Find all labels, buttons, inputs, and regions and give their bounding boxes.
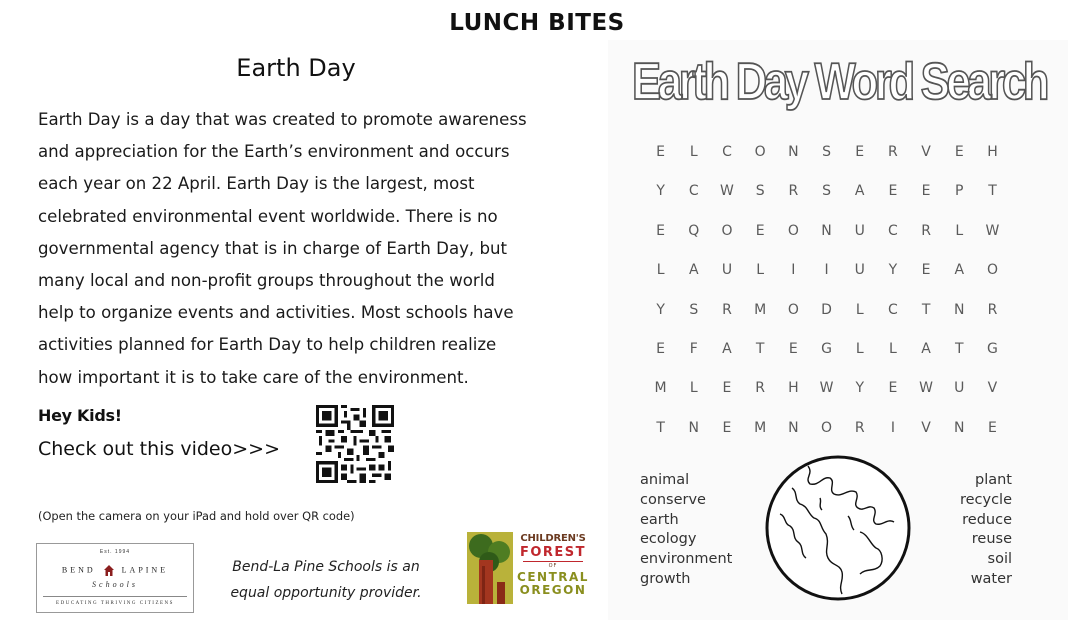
grid-letter: N bbox=[954, 419, 965, 436]
grid-letter: A bbox=[954, 262, 965, 279]
grid-letter: A bbox=[722, 340, 732, 357]
grid-letter: O bbox=[721, 222, 733, 239]
grid-letter: U bbox=[854, 222, 865, 239]
grid-letter: T bbox=[656, 419, 665, 436]
grid-letter: E bbox=[888, 380, 898, 397]
logo-tagline: EDUCATING THRIVING CITIZENS bbox=[56, 601, 174, 606]
grid-letter: I bbox=[791, 262, 796, 279]
grid-letter: Q bbox=[688, 222, 700, 239]
grid-letter: N bbox=[821, 222, 832, 239]
logo-name: BEND LAPINE bbox=[61, 565, 169, 575]
grid-letter: E bbox=[855, 144, 865, 160]
kids-heading: Hey Kids! bbox=[38, 406, 122, 425]
grid-letter: D bbox=[821, 301, 832, 318]
word-list-item: reduce bbox=[962, 511, 1012, 528]
grid-letter: R bbox=[888, 144, 898, 160]
grid-letter: V bbox=[921, 419, 931, 436]
grid-letter: Y bbox=[656, 183, 665, 200]
article-line: how important it is to take care of the environment. bbox=[38, 367, 469, 387]
article-line: governmental agency that is in charge of Earth Day, but bbox=[38, 238, 508, 258]
grid-letter: U bbox=[721, 262, 733, 279]
grid-letter: S bbox=[822, 144, 831, 160]
grid-letter: T bbox=[988, 183, 997, 200]
grid-letter: W bbox=[720, 183, 734, 200]
globe-icon bbox=[764, 454, 912, 602]
grid-letter: G bbox=[821, 340, 832, 357]
grid-letter: T bbox=[955, 340, 964, 357]
grid-letter: L bbox=[889, 340, 897, 357]
grid-letter: E bbox=[722, 419, 732, 436]
grid-letter: W bbox=[819, 380, 834, 397]
grid-letter: C bbox=[722, 144, 732, 160]
grid-letter: L bbox=[689, 380, 698, 397]
word-search-grid bbox=[644, 138, 1009, 453]
grid-letter: H bbox=[788, 380, 799, 397]
qr-instructions: (Open the camera on your iPad and hold over QR code) bbox=[38, 509, 355, 523]
forest-tree-image bbox=[467, 532, 513, 604]
word-list-item: growth bbox=[640, 570, 691, 587]
word-list-item: ecology bbox=[640, 531, 697, 548]
article-line: activities planned for Earth Day to help children realize bbox=[38, 335, 497, 355]
grid-letter: E bbox=[656, 144, 666, 160]
grid-letter: S bbox=[689, 301, 699, 318]
grid-letter: W bbox=[985, 222, 1000, 239]
grid-letter: L bbox=[855, 340, 864, 357]
page-title: LUNCH BITES bbox=[449, 10, 625, 36]
grid-letter: Y bbox=[888, 262, 898, 279]
word-list-item: recycle bbox=[959, 491, 1012, 508]
grid-letter: E bbox=[888, 183, 898, 200]
grid-letter: L bbox=[855, 301, 864, 318]
qr-code[interactable] bbox=[316, 405, 394, 483]
childrens-forest-logo bbox=[467, 532, 589, 604]
word-list-item: water bbox=[970, 570, 1012, 587]
word-list-item: conserve bbox=[640, 491, 706, 508]
grid-letter: I bbox=[890, 419, 895, 436]
grid-letter: E bbox=[954, 144, 964, 160]
grid-letter: O bbox=[787, 222, 799, 239]
word-list-item: earth bbox=[640, 511, 679, 528]
article-heading: Earth Day bbox=[236, 54, 356, 82]
grid-letter: Y bbox=[656, 301, 665, 318]
grid-letter: L bbox=[955, 222, 964, 239]
grid-letter: C bbox=[888, 301, 898, 318]
grid-letter: O bbox=[787, 301, 799, 318]
grid-letter: N bbox=[788, 419, 799, 436]
grid-letter: V bbox=[921, 144, 931, 160]
article-line: help to organize events and activities. Most schools have bbox=[38, 303, 514, 323]
word-list-item: plant bbox=[975, 472, 1012, 488]
grid-letter: T bbox=[921, 301, 931, 318]
grid-letter: T bbox=[755, 340, 765, 357]
grid-letter: U bbox=[954, 380, 965, 397]
word-list-item: reuse bbox=[971, 531, 1012, 548]
grid-letter: R bbox=[722, 301, 732, 318]
grid-letter: N bbox=[688, 419, 700, 436]
grid-letter: Y bbox=[855, 380, 864, 397]
word-list-left bbox=[640, 471, 732, 590]
grid-letter: M bbox=[754, 419, 767, 436]
grid-letter: C bbox=[888, 222, 898, 239]
grid-letter: F bbox=[689, 340, 698, 357]
grid-letter: R bbox=[854, 419, 865, 436]
grid-letter: L bbox=[756, 262, 765, 279]
grid-letter: N bbox=[954, 301, 965, 318]
grid-letter: R bbox=[921, 222, 931, 239]
grid-letter: E bbox=[921, 262, 931, 279]
grid-letter: E bbox=[788, 340, 798, 357]
grid-letter: L bbox=[689, 144, 698, 160]
grid-letter: L bbox=[656, 262, 665, 279]
word-search-title: Earth Day Word Search bbox=[632, 53, 1047, 111]
grid-letter: S bbox=[755, 183, 765, 200]
grid-letter: R bbox=[755, 380, 766, 397]
word-list-item: environment bbox=[640, 551, 733, 568]
grid-letter: E bbox=[722, 380, 732, 397]
grid-letter: O bbox=[986, 262, 998, 279]
article-line: celebrated environmental event worldwide. There is no bbox=[38, 206, 498, 226]
grid-letter: A bbox=[854, 183, 865, 200]
bend-la-pine-logo bbox=[36, 543, 194, 613]
grid-letter: O bbox=[821, 419, 833, 436]
word-list-item: animal bbox=[640, 472, 690, 488]
grid-letter: W bbox=[919, 380, 934, 397]
equal-opportunity-statement: Bend-La Pine Schools is an equal opportunity provider. bbox=[230, 559, 422, 601]
article-body bbox=[38, 104, 578, 394]
logo-divider bbox=[43, 596, 187, 597]
forest-logo-text: CHILDREN'S FOREST OF CENTRAL OREGON bbox=[517, 533, 589, 597]
grid-letter: O bbox=[754, 144, 766, 160]
grid-letter: R bbox=[788, 183, 799, 200]
grid-letter: E bbox=[921, 183, 931, 200]
forest-rule bbox=[523, 561, 583, 562]
grid-letter: I bbox=[824, 262, 829, 279]
grid-letter: R bbox=[987, 301, 998, 318]
word-list-item: soil bbox=[987, 551, 1012, 568]
logo-sub: Schools bbox=[92, 580, 138, 589]
grid-letter: U bbox=[854, 262, 865, 279]
word-list-right bbox=[960, 471, 1012, 590]
grid-letter: A bbox=[688, 262, 699, 279]
article-line: and appreciation for the Earth’s environment and occurs bbox=[38, 142, 510, 162]
grid-letter: S bbox=[822, 183, 831, 200]
logo-est: Est. 1994 bbox=[99, 549, 131, 555]
grid-letter: H bbox=[987, 144, 998, 160]
grid-letter: C bbox=[688, 183, 699, 200]
grid-letter: P bbox=[955, 183, 964, 200]
grid-letter: A bbox=[921, 340, 931, 357]
grid-letter: E bbox=[656, 222, 666, 239]
grid-letter: E bbox=[656, 340, 666, 357]
article-line: each year on 22 April. Earth Day is the largest, most bbox=[38, 174, 475, 194]
video-prompt: Check out this video>>> bbox=[38, 438, 281, 460]
grid-letter: N bbox=[788, 144, 799, 160]
grid-letter: E bbox=[755, 222, 765, 239]
article-line: Earth Day is a day that was created to promote awareness bbox=[38, 110, 527, 129]
schoolhouse-icon bbox=[104, 565, 114, 576]
tree-icon bbox=[467, 532, 513, 604]
grid-letter: V bbox=[987, 380, 998, 397]
grid-letter: M bbox=[754, 301, 767, 318]
grid-letter: G bbox=[987, 340, 998, 357]
grid-letter: E bbox=[988, 419, 997, 436]
article-line: many local and non-profit groups throughout the world bbox=[38, 271, 495, 291]
grid-letter: M bbox=[654, 380, 667, 397]
